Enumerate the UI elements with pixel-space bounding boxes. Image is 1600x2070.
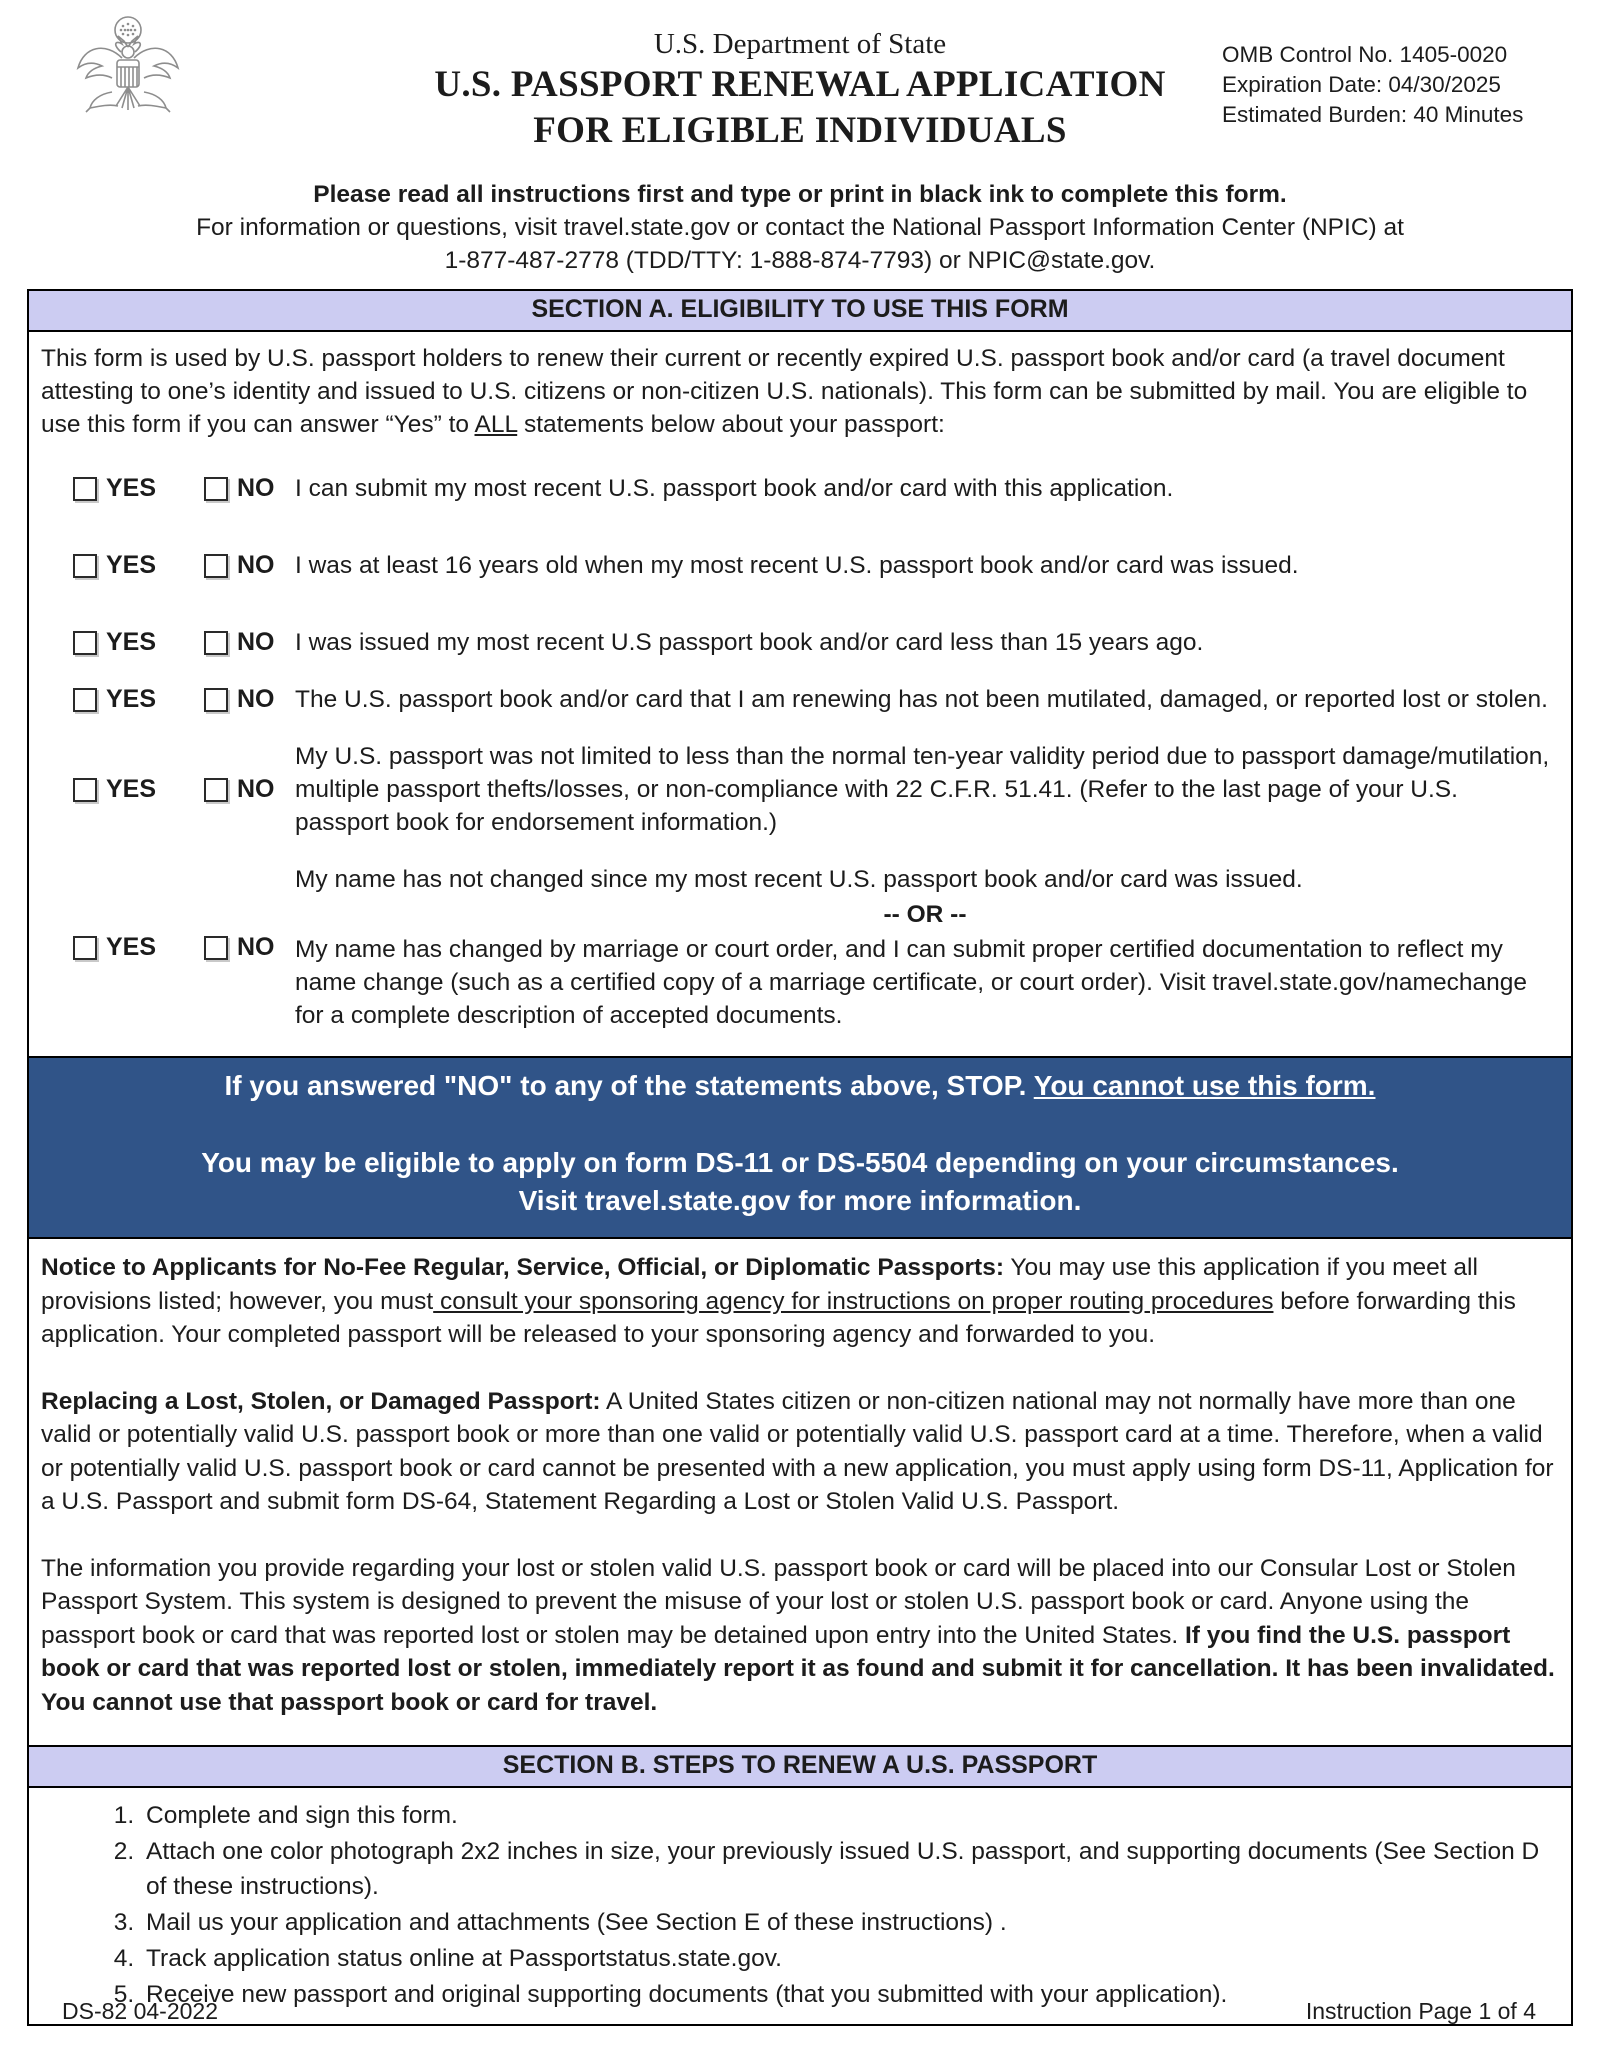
yes-checkbox-4[interactable] [73, 688, 97, 712]
no-checkbox-2[interactable] [204, 554, 228, 578]
stop-line1 [53, 1067, 1547, 1105]
omb-expiration: Expiration Date: 04/30/2025 [1222, 72, 1501, 97]
eligibility-row-3 [39, 626, 1559, 659]
notice-no-fee-part2: before forwarding this application. Your completed passport will be released to your sponsoring agency and forwarded to you. [41, 1287, 1516, 1348]
step-item-3: 3. Mail us your application and attachments (See Section E of these instructions) . [141, 1905, 1561, 1940]
notice-no-fee [41, 1251, 1557, 1352]
notices-section [27, 1239, 1573, 1747]
section-a-content [27, 332, 1573, 1058]
no-label: NO [237, 775, 275, 803]
section-a-header: SECTION A. ELIGIBILITY TO USE THIS FORM [27, 289, 1573, 332]
statement-text-2: I was at least 16 years old when my most recent U.S. passport book and/or card was issued. [295, 552, 1299, 579]
notice-no-fee-lead: Notice to Applicants for No-Fee Regular, Service, Official, or Diplomatic Passports: [41, 1254, 1004, 1281]
stop-line3: Visit travel.state.gov for more information. [518, 1185, 1082, 1216]
form-title-line2: FOR ELIGIBLE INDIVIDUALS [533, 110, 1067, 151]
notice-lost-stolen-lead: Replacing a Lost, Stolen, or Damaged Passport: [41, 1387, 601, 1415]
section-b-header: SECTION B. STEPS TO RENEW A U.S. PASSPORT [27, 1745, 1573, 1788]
no-checkbox-1[interactable] [204, 477, 228, 501]
yes-checkbox-3[interactable] [73, 631, 97, 655]
stop-line2: You may be eligible to apply on form DS-11 or DS-5504 depending on your circumstances. [201, 1147, 1399, 1178]
step-item-4: 4. Track application status online at Passportstatus.state.gov. [141, 1941, 1561, 1976]
no-checkbox-5[interactable] [204, 778, 228, 802]
no-checkbox-3[interactable] [204, 631, 228, 655]
yes-checkbox-2[interactable] [73, 554, 97, 578]
form-title-line1: U.S. PASSPORT RENEWAL APPLICATION [434, 64, 1166, 105]
step-item-5: 5. Receive new passport and original supporting documents (that you submitted with your application). [141, 1977, 1561, 2012]
no-checkbox-4[interactable] [204, 688, 228, 712]
statement-text-1: I can submit my most recent U.S. passport book and/or card with this application. [295, 475, 1174, 502]
page-footer [62, 1998, 1536, 2025]
statement-6-line1: My name has not changed since my most recent U.S. passport book and/or card was issued. [295, 866, 1303, 893]
notice-clsp-part1: The information you provide regarding your lost or stolen valid U.S. passport book or card will be placed into our Consular Lost or Stolen Passport System. This system is designed to prevent the misuse of your lost or stolen U.S. passport book or card. Anyone using the passport book or card that was reported lost or stolen may be detained upon entry into the United States. [41, 1554, 1516, 1649]
notice-clsp [41, 1552, 1557, 1720]
section-a-intro-underline: ALL [474, 411, 518, 438]
footer-page-number: Instruction Page 1 of 4 [1305, 1998, 1536, 2024]
eligibility-row-1 [39, 472, 1559, 505]
omb-block [1222, 40, 1582, 130]
eligibility-row-4 [39, 683, 1559, 716]
yes-label: YES [106, 628, 157, 656]
intro-line3: 1-877-487-2778 (TDD/TTY: 1-888-874-7793) or NPIC@state.gov. [444, 247, 1156, 274]
yes-label: YES [106, 933, 157, 961]
no-checkbox-6[interactable] [204, 936, 228, 960]
notice-lost-stolen-part1: A United States citizen or non-citizen national may not normally have more than one valid or potentially valid U.S. passport book or more than one valid or potentially valid U.S. passport card at a time. Therefore, when a valid or potentially valid U.S. passport book or card cannot be presented with a new application, you must apply using form DS-11, Application for a U.S. Passport and submit form DS-64, Statement Regarding a Lost or Stolen Valid U.S. Passport. [41, 1387, 1554, 1515]
no-label: NO [237, 685, 275, 713]
stop-banner [27, 1058, 1573, 1239]
omb-control: OMB Control No. 1405-0020 [1222, 42, 1508, 67]
yes-checkbox-1[interactable] [73, 477, 97, 501]
notice-lost-stolen [41, 1385, 1557, 1519]
no-label: NO [237, 474, 275, 502]
no-label: NO [237, 628, 275, 656]
section-a-intro-tail: statements below about your passport: [517, 411, 945, 438]
stop-line1-text: If you answered "NO" to any of the statements above, STOP. [224, 1070, 1034, 1101]
eligibility-row-2 [39, 549, 1559, 582]
form-instructions [0, 178, 1600, 277]
step-item-1: 1. Complete and sign this form. [141, 1798, 1561, 1833]
section-a-intro-text: This form is used by U.S. passport holders to renew their current or recently expired U.S. passport book and/or card (a travel document attesting to one’s identity and issued to U.S. citizens or non-citizen U.S. nationals). This form can be submitted by mail. You are eligible to use this form if you can answer “Yes” to [41, 345, 1528, 438]
notice-no-fee-underline: consult your sponsoring agency for instructions on proper routing procedures [433, 1287, 1274, 1315]
footer-form-number: DS-82 04-2022 [62, 1998, 218, 2024]
statement-text-3: I was issued my most recent U.S passport book and/or card less than 15 years ago. [295, 629, 1204, 656]
statement-6-line2: My name has changed by marriage or court order, and I can submit proper certified documentation to reflect my name change (such as a certified copy of a marriage certificate, or court order). Visit travel.state.gov/namechange for a complete description of accepted documents. [295, 936, 1527, 1029]
intro-line1: Please read all instructions first and type or print in black ink to complete this form. [313, 181, 1287, 208]
section-a-intro [39, 342, 1559, 441]
page-header [0, 0, 1600, 168]
steps-list [29, 1798, 1561, 2012]
yes-checkbox-5[interactable] [73, 778, 97, 802]
statement-6-or: -- OR -- [883, 901, 967, 928]
notice-clsp-bold: If you find the U.S. passport book or card that was reported lost or stolen, immediately report it as found and submit it for cancellation. It has been invalidated. You cannot use that passport book or card for travel. [41, 1621, 1555, 1716]
statement-text-6 [295, 863, 1559, 1032]
great-seal-icon [72, 14, 184, 125]
statement-text-4: The U.S. passport book and/or card that I am renewing has not been mutilated, damaged, or reported lost or stolen. [295, 686, 1548, 713]
yes-label: YES [106, 474, 157, 502]
notice-no-fee-part1: You may use this application if you meet all provisions listed; however, you must [41, 1254, 1478, 1315]
department-name: U.S. Department of State [653, 28, 947, 60]
eligibility-row-5 [39, 740, 1559, 839]
stop-line1-underline: You cannot use this form. [1033, 1070, 1376, 1101]
no-label: NO [237, 933, 275, 961]
eligibility-row-6 [39, 863, 1559, 1032]
yes-label: YES [106, 685, 157, 713]
step-item-2: 2. Attach one color photograph 2x2 inches in size, your previously issued U.S. passport, and supporting documents (See Section D of these instructions). [141, 1834, 1561, 1904]
statement-text-5: My U.S. passport was not limited to less than the normal ten-year validity period due to passport damage/mutilation, multiple passport thefts/losses, or non-compliance with 22 C.F.R. 51.41. (Refer to the last page of your U.S. passport book for endorsement information.) [295, 743, 1550, 836]
omb-burden: Estimated Burden: 40 Minutes [1222, 102, 1524, 127]
yes-label: YES [106, 775, 157, 803]
intro-line2: For information or questions, visit travel.state.gov or contact the National Passport Information Center (NPIC) at [196, 214, 1404, 241]
section-b-steps [27, 1788, 1573, 2026]
yes-checkbox-6[interactable] [73, 936, 97, 960]
yes-label: YES [106, 551, 157, 579]
no-label: NO [237, 551, 275, 579]
